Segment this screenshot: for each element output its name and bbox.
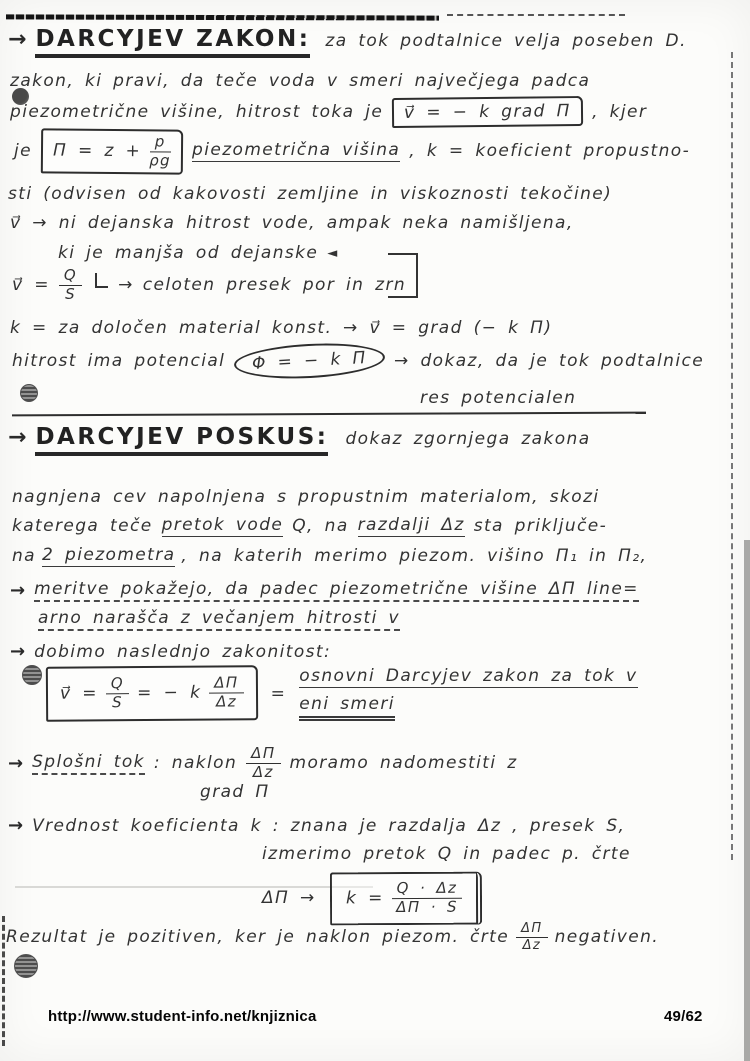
body-line: negativen. bbox=[554, 927, 660, 948]
formula-box-darcy-main bbox=[46, 666, 258, 722]
scan-edge-artifact-left bbox=[2, 916, 5, 1046]
heading-intro-text: za tok podtalnice velja poseben D. bbox=[325, 31, 687, 51]
fraction-denominator: Δz bbox=[522, 937, 542, 953]
fraction-denominator: Δz bbox=[252, 762, 274, 781]
fraction-denominator: Δz bbox=[215, 692, 238, 711]
body-line: Vrednost koeficienta k : znana je razdalja Δz , presek S, bbox=[32, 815, 626, 836]
formula-lhs: Π = z + bbox=[52, 140, 142, 162]
page-number: 49/62 bbox=[664, 1008, 703, 1025]
footer-url: http://www.student-info.net/knjiznica bbox=[48, 1008, 317, 1025]
underlined-note: osnovni Darcyjev zakon za tok v bbox=[299, 666, 638, 686]
underlined-note: eni smeri bbox=[299, 694, 395, 721]
body-line: sti (odvisen od kakovosti zemljine in viskoznosti tekočine) bbox=[8, 184, 613, 204]
fraction-numerator: ΔΠ bbox=[516, 922, 547, 938]
fraction-numerator: Q bbox=[106, 676, 129, 694]
formula-text: v⃗ = − k grad Π bbox=[404, 101, 572, 123]
body-line: na bbox=[12, 546, 36, 566]
body-line: v⃗ → ni dejanska hitrost vode, ampak neka namišljena, bbox=[10, 213, 574, 233]
fraction bbox=[516, 922, 547, 952]
scan-edge-strip-right bbox=[744, 540, 750, 1061]
body-line: Q, na bbox=[292, 516, 349, 536]
equals-sign: = bbox=[270, 683, 287, 704]
arrow-bullet-icon: → bbox=[8, 425, 27, 450]
body-line: → dokaz, da je tok podtalnice bbox=[394, 351, 705, 371]
fraction-denominator: S bbox=[65, 284, 76, 303]
body-line: celoten presek por in zrn bbox=[142, 275, 407, 296]
fraction bbox=[106, 676, 129, 711]
body-line: sta priključe- bbox=[473, 516, 608, 536]
fraction bbox=[149, 134, 171, 169]
heading-subtitle: dokaz zgornjega zakona bbox=[345, 429, 591, 449]
hole-punch-mark bbox=[22, 665, 42, 685]
body-line: ΔΠ → bbox=[262, 888, 316, 909]
hole-punch-mark bbox=[20, 384, 38, 402]
section-heading-darcy-law: DARCYJEV ZAKON: bbox=[35, 26, 310, 58]
underlined-term: Splošni tok bbox=[32, 752, 145, 775]
fraction-numerator: ΔΠ bbox=[209, 676, 243, 694]
arrow-bullet-icon: → bbox=[8, 752, 24, 774]
arrow-bullet-icon: → bbox=[10, 641, 26, 662]
arrow-bullet-icon: → bbox=[10, 580, 26, 601]
arrow-bullet-icon: → bbox=[8, 27, 27, 52]
underlined-term: 2 piezometra bbox=[42, 545, 176, 565]
formula-lhs: v⃗ = bbox=[59, 683, 98, 705]
body-line: piezometrične višine, hitrost toka je bbox=[10, 102, 384, 122]
formula-lhs: k = bbox=[345, 888, 384, 909]
body-line: hitrost ima potencial bbox=[12, 351, 226, 371]
body-line: , kjer bbox=[592, 102, 648, 122]
fraction-denominator: S bbox=[112, 693, 124, 712]
body-line: ki je manjša od dejanske bbox=[58, 243, 319, 263]
scan-edge-artifact-top bbox=[6, 14, 439, 20]
formula-oval-potential bbox=[234, 340, 386, 382]
body-line: nagnjena cev napolnjena s propustnim materialom, skozi bbox=[12, 487, 600, 507]
back-arrow-icon: ◄ bbox=[327, 245, 339, 261]
fraction bbox=[246, 746, 280, 781]
fraction bbox=[59, 268, 82, 303]
fraction-numerator: Q · Δz bbox=[391, 881, 462, 899]
underlined-line: arno narašča z večanjem hitrosti v bbox=[38, 608, 400, 631]
body-line: , k = koeficient propustno- bbox=[409, 141, 691, 162]
scan-edge-artifact-right bbox=[731, 52, 733, 860]
formula-box-darcy-velocity bbox=[392, 96, 583, 128]
body-line: dobimo naslednjo zakonitost: bbox=[34, 641, 332, 662]
body-line: zakon, ki pravi, da teče voda v smeri največjega padca bbox=[10, 71, 591, 91]
body-line: : naklon bbox=[153, 753, 238, 774]
fraction-numerator: ΔΠ bbox=[246, 746, 280, 764]
body-line: k = za določen material konst. → v⃗ = grad (− k Π) bbox=[10, 318, 553, 338]
hook-line-icon bbox=[95, 273, 108, 288]
fraction-numerator: Q bbox=[59, 268, 82, 286]
body-line: , na katerih merimo piezom. višino Π₁ in Π₂, bbox=[181, 546, 648, 566]
underlined-line: meritve pokažejo, da padec piezometrične višine ΔΠ line= bbox=[34, 579, 639, 602]
fraction-denominator: ΔΠ · S bbox=[395, 897, 458, 916]
formula-box-piezometric-height bbox=[41, 128, 183, 174]
section-heading-darcy-experiment: DARCYJEV POSKUS: bbox=[35, 424, 328, 456]
arrow-icon: → bbox=[118, 275, 134, 296]
body-line: katerega teče bbox=[12, 516, 153, 536]
underlined-term: piezometrična višina bbox=[192, 140, 401, 161]
formula-box-k-coefficient bbox=[330, 872, 483, 925]
arrow-bullet-icon: → bbox=[8, 815, 24, 836]
formula-lhs: v⃗ = bbox=[12, 275, 50, 296]
underlined-term: pretok vode bbox=[161, 515, 284, 535]
hole-punch-mark bbox=[14, 954, 38, 978]
body-line: izmerimo pretok Q in padec p. črte bbox=[262, 844, 631, 864]
underlined-term: razdalji Δz bbox=[357, 515, 465, 535]
fraction bbox=[391, 878, 462, 916]
body-line: grad Π bbox=[200, 782, 270, 802]
scan-edge-artifact-top-dash bbox=[447, 14, 625, 16]
formula-mid: = − k bbox=[137, 683, 202, 704]
formula-text: Φ = − k Π bbox=[251, 348, 368, 374]
body-line: res potencialen bbox=[420, 388, 577, 408]
fraction-denominator: ρg bbox=[149, 151, 172, 170]
fraction-numerator: p bbox=[150, 134, 171, 152]
section-divider-line bbox=[12, 412, 646, 417]
fraction bbox=[209, 673, 244, 711]
body-line: Rezultat je pozitiven, ker je naklon piezom. črte bbox=[6, 927, 510, 948]
body-line: je bbox=[14, 141, 32, 162]
body-line: moramo nadomestiti z bbox=[289, 753, 518, 774]
